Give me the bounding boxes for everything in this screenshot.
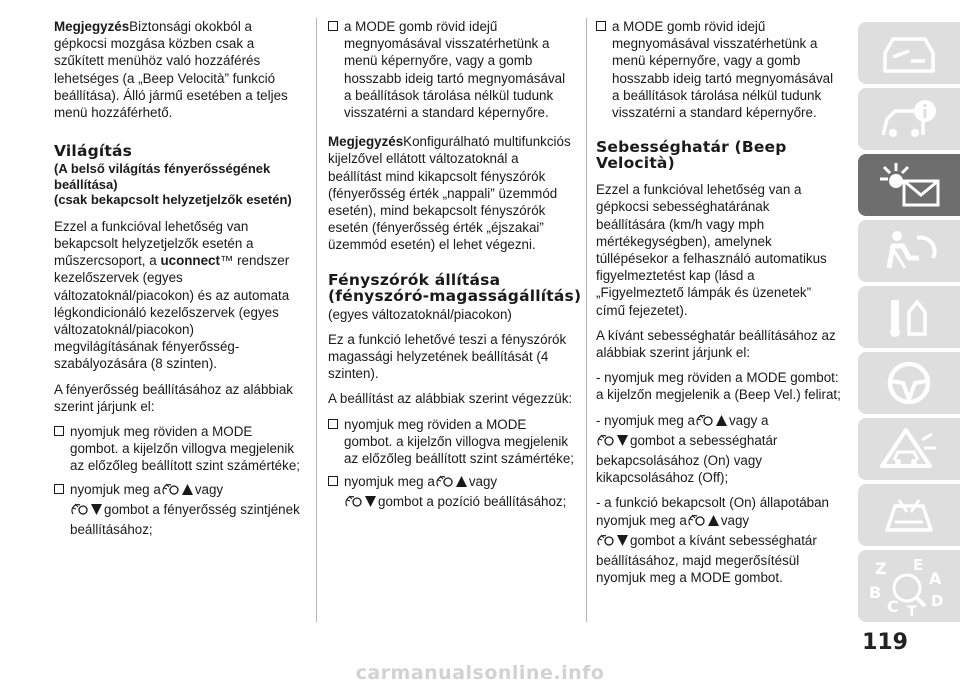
list-item-text: nyomjuk meg a bbox=[70, 481, 161, 497]
paragraph bbox=[54, 218, 300, 373]
light-down-button-icon bbox=[597, 433, 629, 452]
heading-line-1: Fényszórók állítása bbox=[328, 270, 501, 289]
list-item bbox=[328, 18, 574, 121]
heading-line-2: Velocità) bbox=[596, 154, 675, 173]
tab-safety[interactable] bbox=[858, 220, 960, 282]
warning-light-message-icon bbox=[874, 161, 944, 209]
note-text: Biztonsági okokból a gépkocsi mozgása közben csak a szűkített menühöz való hozzáférés lehetséges (a „Beep Velocità” funkció beállítása). Álló jármű esetében a teljes menü hozzáférhető. bbox=[54, 19, 288, 121]
trademark: ™ bbox=[219, 253, 234, 269]
index-letter: A bbox=[929, 569, 942, 588]
list-item-text: vagy bbox=[468, 474, 498, 490]
list-item-text: nyomjuk meg röviden a MODE gombot. a kijelzőn villogva megjelenik az előzőleg beállított szint számértéke; bbox=[70, 423, 300, 474]
car-info-icon bbox=[877, 97, 941, 141]
heading-line-1: Sebességhatár (Beep bbox=[596, 138, 787, 157]
text-span: gombot a kívánt sebességhatár beállításához, majd megerősítésül nyomjuk meg a MODE gombot. bbox=[596, 532, 817, 586]
steering-wheel-icon bbox=[881, 359, 937, 407]
list-item bbox=[328, 473, 574, 513]
text-span: gombot a sebességhatár bekapcsolásához (On) vagy kikapcsolásához (Off); bbox=[596, 432, 778, 486]
note-text: Konfigurálható multifunkciós kijelzővel ellátott változatoknál a beállítást mind kikapcsolt fényszórók (fényerősség érték „nappali” üzemmód esetén), mind bekapcsolt fényszórók esetén (fényerősség érték „éjszakai” üzemmód esetén) el lehet végezni. bbox=[328, 134, 571, 253]
list-item-text: vagy bbox=[194, 481, 224, 497]
checkbox-bullet-icon bbox=[596, 21, 606, 31]
light-down-button-icon bbox=[597, 533, 629, 552]
list-item-text: gombot a fényerősség szintjének beállításához; bbox=[70, 501, 300, 537]
checkbox-bullet-icon bbox=[328, 21, 338, 31]
section-subheading bbox=[54, 161, 300, 208]
index-letter: Z bbox=[875, 559, 887, 578]
heading-line-2: (fényszóró-magasságállítás) bbox=[328, 286, 582, 305]
text-span: rendszer kezelőszervek (egyes változatoknál/piacokon) és az automata légkondicionáló kezelőszervek (egyes változatoknál/piacokon) megvilágításának fényerősség-szabályozására (8 szinten). bbox=[54, 253, 290, 372]
subheading-line-1: (A belső világítás fényerősségének beállítása) bbox=[54, 161, 271, 192]
index-letter: B bbox=[869, 583, 882, 602]
list-item bbox=[54, 423, 300, 475]
checkbox-bullet-icon bbox=[54, 426, 64, 436]
page-number: 119 bbox=[862, 630, 908, 655]
checkbox-bullet-icon bbox=[328, 419, 338, 429]
paragraph bbox=[596, 494, 842, 586]
list-item bbox=[54, 481, 300, 539]
list-item-text: nyomjuk meg a bbox=[344, 474, 435, 490]
index-letter: D bbox=[931, 592, 944, 610]
column-divider bbox=[586, 18, 587, 622]
column-2 bbox=[328, 18, 582, 520]
car-dashboard-icon bbox=[879, 31, 939, 75]
spanner-tools-icon bbox=[879, 294, 939, 340]
car-breakdown-icon bbox=[876, 426, 942, 472]
list-item bbox=[328, 416, 574, 468]
list-item-text: a MODE gomb rövid idejű megnyomásával visszatérhetünk a menü képernyőre, vagy a gomb hosszabb ideig tartó megnyomásával a beállítások tárolása nélkül tudunk visszatérni a standard képernyőre. bbox=[612, 19, 834, 121]
tab-index[interactable] bbox=[858, 550, 960, 622]
index-letter: C bbox=[887, 597, 899, 616]
checkbox-bullet-icon bbox=[328, 476, 338, 486]
subheading-line-2: (csak bekapcsolt helyzetjelzők esetén) bbox=[54, 192, 292, 208]
paragraph bbox=[596, 412, 842, 487]
checkbox-bullet-icon bbox=[54, 484, 64, 494]
paragraph: - nyomjuk meg röviden a MODE gombot: a kijelzőn megjelenik a (Beep Vel.) felirat; bbox=[596, 370, 841, 403]
text-span: - nyomjuk meg a bbox=[596, 412, 695, 428]
paragraph: (egyes változatoknál/piacokon) bbox=[328, 306, 512, 322]
index-letter: E bbox=[913, 556, 924, 574]
paragraph: A kívánt sebességhatár beállításához az alábbiak szerint járjunk el: bbox=[596, 327, 836, 361]
light-up-button-icon bbox=[696, 413, 728, 432]
index-letter: T bbox=[907, 604, 917, 618]
paragraph: Ez a funkció lehetővé teszi a fényszórók magassági helyzetének beállítását (4 szinten). bbox=[328, 331, 567, 382]
tab-emergency[interactable] bbox=[858, 418, 960, 480]
paragraph: A beállítást az alábbiak szerint végezzük: bbox=[328, 391, 573, 407]
tab-steering[interactable] bbox=[858, 352, 960, 414]
list-item-text: a MODE gomb rövid idejű megnyomásával visszatérhetünk a menü képernyőre, vagy a gomb hosszabb ideig tartó megnyomásával a beállítások tárolása nélkül tudunk visszatérni a standard képernyőre. bbox=[344, 19, 566, 121]
section-heading-headlights bbox=[328, 270, 582, 305]
note-label: Megjegyzés bbox=[54, 19, 130, 34]
text-span: vagy bbox=[720, 512, 750, 528]
chapter-tabs bbox=[858, 22, 960, 622]
light-up-button-icon bbox=[436, 474, 468, 493]
light-up-button-icon bbox=[162, 482, 194, 501]
list-item bbox=[596, 18, 842, 121]
text-span: vagy a bbox=[728, 412, 769, 428]
section-heading-speed-limit bbox=[596, 139, 842, 171]
text-span: Ezzel a funkcióval lehetőség van bekapcsolt helyzetjelzők esetén a műszercsoport, a bbox=[54, 218, 254, 269]
light-down-button-icon bbox=[71, 502, 103, 521]
section-heading-lighting: Világítás bbox=[54, 142, 133, 161]
list-item-text: gombot a pozíció beállításához; bbox=[378, 494, 567, 510]
list-item-text: nyomjuk meg röviden a MODE gombot. a kijelzőn villogva megjelenik az előzőleg beállított szint számértéke; bbox=[344, 416, 574, 467]
maintenance-icon bbox=[879, 492, 939, 538]
light-down-button-icon bbox=[345, 494, 377, 513]
note-paragraph bbox=[54, 18, 300, 121]
watermark: carmanualsonline.info bbox=[355, 662, 605, 684]
tab-warning-lights[interactable] bbox=[858, 154, 960, 216]
text-span: - a funkció bekapcsolt (On) állapotában nyomjuk meg a bbox=[596, 495, 829, 528]
light-up-button-icon bbox=[688, 513, 720, 532]
note-label: Megjegyzés bbox=[328, 134, 404, 150]
tab-dashboard[interactable] bbox=[858, 22, 960, 84]
note-paragraph bbox=[328, 133, 574, 253]
tab-maintenance[interactable] bbox=[858, 484, 960, 546]
index-letters-icon bbox=[867, 554, 951, 618]
paragraph: Ezzel a funkcióval lehetőség van a gépkocsi sebességhatárának beállítására (km/h vagy mph mértékegységben), amelynek túllépésekor a felhasználó automatikus figyelmeztetést kap (lásd a „Figyelmeztető lámpák és üzenetek” című fejezetet). bbox=[596, 182, 827, 318]
brand-name: uconnect bbox=[160, 253, 220, 269]
tab-starting-driving[interactable] bbox=[858, 286, 960, 348]
paragraph: A fényerősség beállításához az alábbiak szerint járjunk el: bbox=[54, 381, 293, 414]
column-divider bbox=[316, 18, 317, 622]
column-1 bbox=[54, 18, 300, 544]
tab-vehicle-info[interactable] bbox=[858, 88, 960, 150]
airbag-seatbelt-icon bbox=[879, 228, 939, 274]
column-3 bbox=[596, 18, 842, 594]
